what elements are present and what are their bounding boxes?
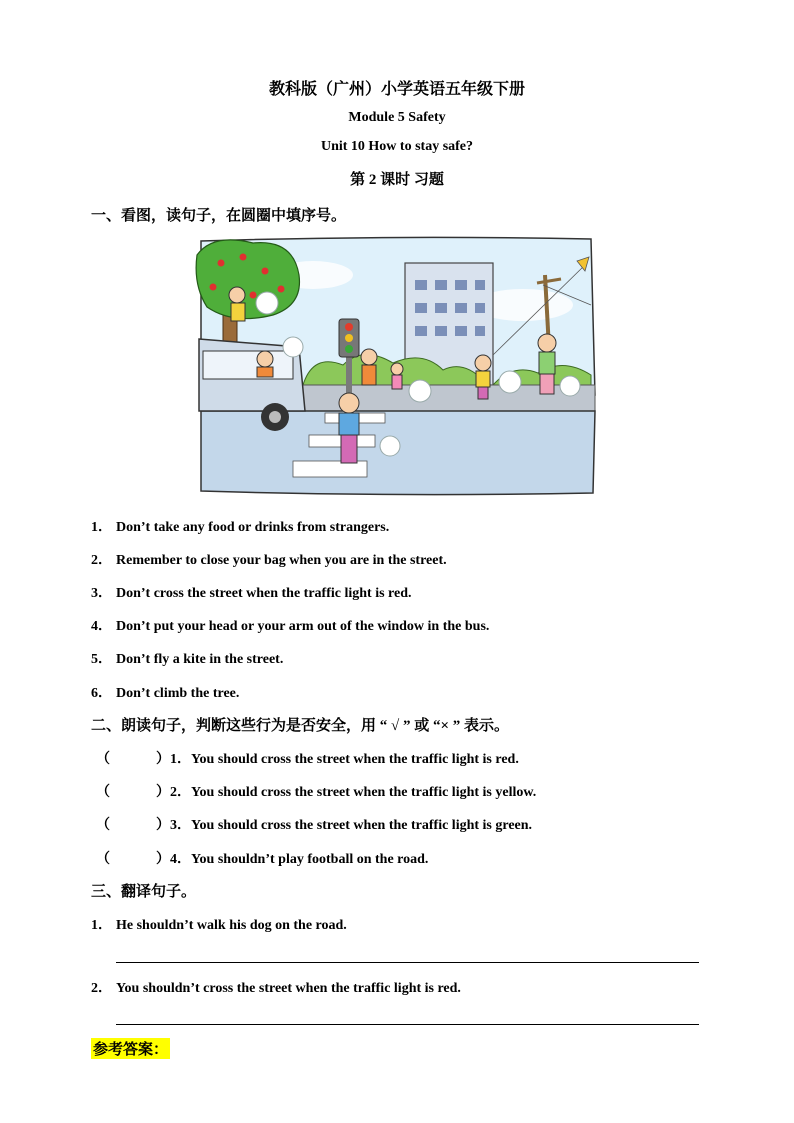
list-item: 5． Don’t fly a kite in the street. — [91, 652, 284, 667]
answer-circle — [409, 380, 431, 402]
street-safety-illustration — [193, 235, 597, 497]
list-item: 3． Don’t cross the street when the traffic light is red. — [91, 586, 412, 601]
answer-circle — [499, 371, 521, 393]
page-title: 教科版（广州）小学英语五年级下册 — [268, 81, 525, 98]
answer-line[interactable] — [116, 1024, 699, 1025]
list-item: 6． Don’t climb the tree. — [91, 686, 240, 701]
unit-title: Unit 10 How to stay safe? — [320, 139, 474, 154]
child-in-bus-icon — [257, 351, 273, 377]
answer-circle — [560, 376, 580, 396]
list-item: 1． Don’t take any food or drinks from strangers. — [91, 520, 390, 535]
lesson-title: 第 2 课时 习题 — [350, 172, 444, 188]
judge-item: （ ）1．You should cross the street when the traffic light is red. — [96, 752, 519, 767]
section3-heading: 三、翻译句子。 — [91, 884, 197, 900]
judge-item: （ ）4．You shouldn’t play football on the road. — [96, 852, 429, 867]
child-crossing-street-icon — [339, 393, 359, 463]
answer-circle — [256, 292, 278, 314]
list-item: 2． Remember to close your bag when you are in the street. — [91, 553, 447, 568]
answer-circle — [283, 337, 303, 357]
judge-item: （ ）2．You should cross the street when the traffic light is yellow. — [96, 785, 537, 800]
list-item: 4． Don’t put your head or your arm out of the window in the bus. — [91, 619, 490, 634]
translate-item: 2． You shouldn’t cross the street when the traffic light is red. — [91, 981, 461, 996]
judge-item: （ ）3．You should cross the street when the traffic light is green. — [96, 818, 533, 833]
answer-line[interactable] — [116, 962, 699, 963]
module-title: Module 5 Safety — [348, 110, 446, 125]
translate-item: 1． He shouldn’t walk his dog on the road. — [91, 918, 347, 933]
section1-heading: 一、看图，读句子，在圆圈中填序号。 — [91, 208, 347, 224]
adult-with-bag-icon — [538, 334, 556, 394]
section2-heading: 二、朗读句子，判断这些行为是否安全，用 “ √ ” 或 “× ” 表示。 — [91, 718, 510, 734]
child-in-tree-icon — [229, 287, 245, 321]
answer-circle — [380, 436, 400, 456]
answer-key-label: 参考答案： — [91, 1038, 170, 1059]
